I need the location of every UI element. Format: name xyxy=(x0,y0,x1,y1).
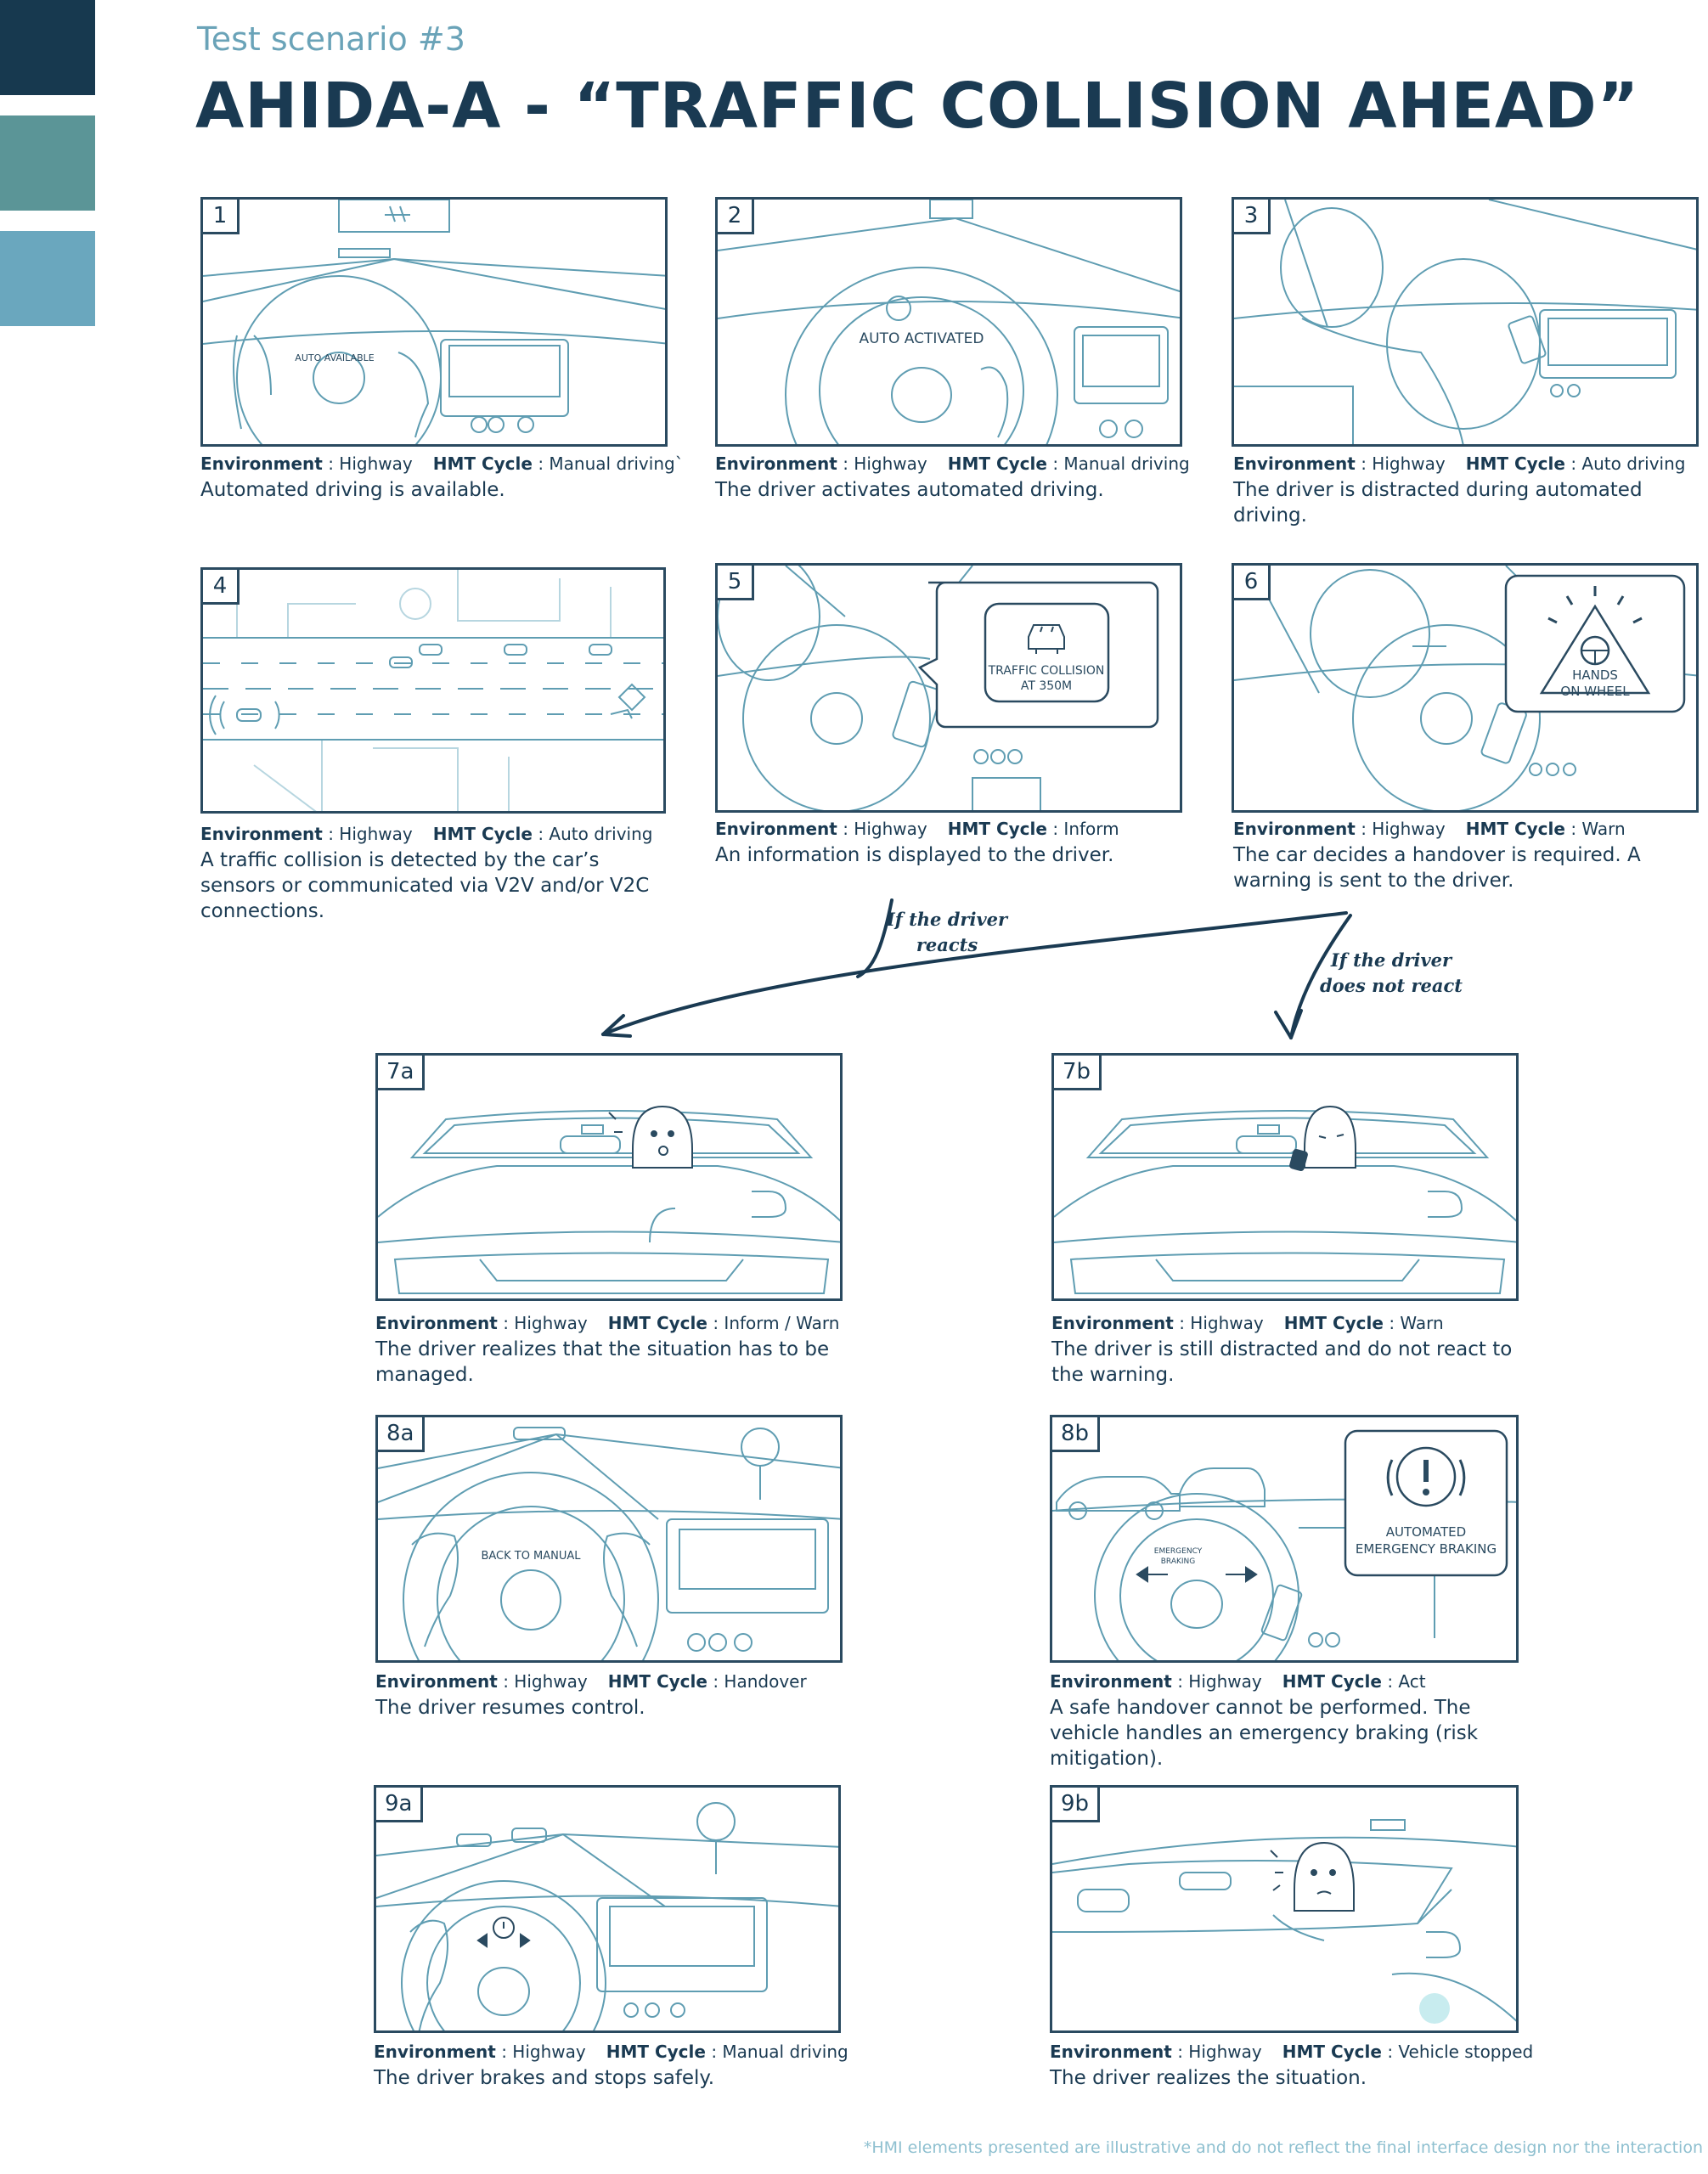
panel-1-description: Automated driving is available. xyxy=(200,479,505,501)
panel-9a-hmt-cycle: Manual driving xyxy=(722,2042,848,2062)
footnote: *HMI elements presented are illustrative and do not reflect the final interface design nor the interaction xyxy=(863,2138,1703,2157)
panel-1-meta: Environment : Highway HMT Cycle : Manual driving` xyxy=(200,453,684,474)
panel-8a-number: 8a xyxy=(375,1415,425,1452)
panel-1-hmi-text: AUTO AVAILABLE xyxy=(295,352,375,363)
hmt-cycle-label: HMT Cycle xyxy=(432,824,533,844)
panel-8a-hmt-cycle: Handover xyxy=(724,1671,807,1692)
storyboard-panel-7b xyxy=(1051,1053,1519,1301)
panel-7b-environment: Highway xyxy=(1190,1313,1264,1333)
panel-7b-illustration xyxy=(1054,1056,1519,1301)
hmt-cycle-label: HMT Cycle xyxy=(607,1313,707,1333)
panel-7a-description: The driver realizes that the situation has to be managed. xyxy=(375,1338,830,1386)
panel-9a-illustration xyxy=(376,1788,841,2033)
panel-8b-description: A safe handover cannot be performed. The vehicle handles an emergency braking (risk mitigation). xyxy=(1050,1697,1479,1770)
panel-6-hmi-text-2: ON WHEEL xyxy=(1560,684,1630,699)
panel-9a-meta: Environment : Highway HMT Cycle : Manual driving xyxy=(374,2042,848,2062)
environment-label: Environment xyxy=(1233,453,1356,474)
panel-9b-hmt-cycle: Vehicle stopped xyxy=(1398,2042,1534,2062)
panel-2-description: The driver activates automated driving. xyxy=(715,479,1104,501)
environment-label: Environment xyxy=(200,453,323,474)
panel-8b-hmi-text-small-1: EMERGENCY xyxy=(1153,1547,1203,1556)
panel-5-hmi-text-2: AT 350M xyxy=(1020,679,1073,693)
panel-9a-description: The driver brakes and stops safely. xyxy=(374,2067,715,2089)
hmt-cycle-label: HMT Cycle xyxy=(1282,2042,1382,2062)
storyboard-panel-8a xyxy=(375,1415,843,1663)
panel-7b-number: 7b xyxy=(1051,1053,1102,1090)
panel-1-number: 1 xyxy=(200,197,240,234)
panel-6-environment: Highway xyxy=(1372,819,1446,839)
hmt-cycle-label: HMT Cycle xyxy=(1282,1671,1382,1692)
environment-label: Environment xyxy=(374,2042,496,2062)
panel-3-environment: Highway xyxy=(1372,453,1446,474)
panel-9b-meta: Environment : Highway HMT Cycle : Vehicle stopped xyxy=(1050,2042,1534,2062)
hmt-cycle-label: HMT Cycle xyxy=(606,2042,706,2062)
hmt-cycle-label: HMT Cycle xyxy=(1465,819,1565,839)
panel-6-description: The car decides a handover is required. A warning is sent to the driver. xyxy=(1233,844,1641,892)
environment-label: Environment xyxy=(1050,2042,1172,2062)
environment-label: Environment xyxy=(200,824,323,844)
panel-8a-hmi-text: BACK TO MANUAL xyxy=(481,1550,581,1563)
hmt-cycle-label: HMT Cycle xyxy=(947,819,1047,839)
branch-label-not-react: If the driver does not react xyxy=(1320,949,1463,996)
panel-5-meta: Environment : Highway HMT Cycle : Inform xyxy=(715,819,1119,839)
panel-2-number: 2 xyxy=(715,197,754,234)
environment-label: Environment xyxy=(375,1671,498,1692)
panel-2-meta: Environment : Highway HMT Cycle : Manual driving xyxy=(715,453,1190,474)
panel-9b-number: 9b xyxy=(1050,1785,1100,1822)
panel-9b-description: The driver realizes the situation. xyxy=(1050,2067,1367,2089)
storyboard-panel-9b xyxy=(1050,1785,1519,2033)
panel-8b-hmi-text: AUTOMATED xyxy=(1385,1524,1467,1540)
panel-1-environment: Highway xyxy=(339,453,413,474)
storyboard-panel-9a xyxy=(374,1785,841,2033)
hmt-cycle-label: HMT Cycle xyxy=(1465,453,1565,474)
panel-3-hmt-cycle: Auto driving xyxy=(1581,453,1686,474)
panel-2-hmi-text: AUTO ACTIVATED xyxy=(859,330,984,347)
panel-3-description: The driver is distracted during automated driving. xyxy=(1233,479,1643,527)
panel-7a-number: 7a xyxy=(375,1053,425,1090)
panel-5-number: 5 xyxy=(715,563,754,600)
panel-8a-illustration xyxy=(378,1417,843,1663)
panel-4-number: 4 xyxy=(200,567,240,605)
hmt-cycle-label: HMT Cycle xyxy=(1283,1313,1384,1333)
panel-8a-description: The driver resumes control. xyxy=(375,1697,645,1719)
panel-9b-illustration xyxy=(1052,1788,1519,2033)
environment-label: Environment xyxy=(715,453,837,474)
panel-8b-hmt-cycle: Act xyxy=(1398,1671,1426,1692)
panel-7b-meta: Environment : Highway HMT Cycle : Warn xyxy=(1051,1313,1444,1333)
panel-6-hmi-text: HANDS xyxy=(1572,667,1618,683)
panel-6-hmt-cycle: Warn xyxy=(1581,819,1626,839)
panel-7a-hmt-cycle: Inform / Warn xyxy=(724,1313,840,1333)
panel-4-environment: Highway xyxy=(339,824,413,844)
panel-5-environment: Highway xyxy=(854,819,927,839)
environment-label: Environment xyxy=(375,1313,498,1333)
branch-label-reacts: If the driver reacts xyxy=(886,909,1008,955)
panel-9b-environment: Highway xyxy=(1188,2042,1262,2062)
panel-4-meta: Environment : Highway HMT Cycle : Auto driving xyxy=(200,824,653,844)
panel-6-meta: Environment : Highway HMT Cycle : Warn xyxy=(1233,819,1626,839)
panel-9a-environment: Highway xyxy=(512,2042,586,2062)
panel-2-environment: Highway xyxy=(854,453,927,474)
panel-7b-description: The driver is still distracted and do not react to the warning. xyxy=(1051,1338,1513,1386)
panel-7a-illustration xyxy=(378,1056,843,1301)
panel-8b-hmi-text-small-2: BRAKING xyxy=(1160,1557,1196,1566)
panel-9a-number: 9a xyxy=(374,1785,423,1822)
hmt-cycle-label: HMT Cycle xyxy=(607,1671,707,1692)
panel-8b-number: 8b xyxy=(1050,1415,1100,1452)
hmt-cycle-label: HMT Cycle xyxy=(947,453,1047,474)
panel-3-meta: Environment : Highway HMT Cycle : Auto driving xyxy=(1233,453,1686,474)
panel-5-hmi-text: TRAFFIC COLLISION xyxy=(988,664,1105,678)
panel-4-description: A traffic collision is detected by the car’s sensors or communicated via V2V and/or V2C connections. xyxy=(200,849,650,922)
panel-7b-hmt-cycle: Warn xyxy=(1400,1313,1444,1333)
panel-5-description: An information is displayed to the driver. xyxy=(715,844,1114,866)
environment-label: Environment xyxy=(715,819,837,839)
environment-label: Environment xyxy=(1050,1671,1172,1692)
panel-3-number: 3 xyxy=(1232,197,1271,234)
panel-2-hmt-cycle: Manual driving xyxy=(1063,453,1190,474)
panel-8b-environment: Highway xyxy=(1188,1671,1262,1692)
page-title: AHIDA-A - “TRAFFIC COLLISION AHEAD” xyxy=(195,70,1640,143)
scenario-subtitle: Test scenario #3 xyxy=(197,20,465,58)
panel-8a-meta: Environment : Highway HMT Cycle : Handover xyxy=(375,1671,807,1692)
environment-label: Environment xyxy=(1051,1313,1174,1333)
panel-7a-meta: Environment : Highway HMT Cycle : Inform / Warn xyxy=(375,1313,840,1333)
panel-8b-hmi-text-2: EMERGENCY BRAKING xyxy=(1355,1541,1497,1557)
environment-label: Environment xyxy=(1233,819,1356,839)
hmt-cycle-label: HMT Cycle xyxy=(432,453,533,474)
storyboard-panel-7a xyxy=(375,1053,843,1301)
panel-4-hmt-cycle: Auto driving xyxy=(549,824,653,844)
panel-6-number: 6 xyxy=(1232,563,1271,600)
panel-8b-meta: Environment : Highway HMT Cycle : Act xyxy=(1050,1671,1426,1692)
panel-7a-environment: Highway xyxy=(514,1313,588,1333)
panel-8b-illustration xyxy=(1052,1417,1519,1663)
panel-8a-environment: Highway xyxy=(514,1671,588,1692)
storyboard-panel-8b xyxy=(1050,1415,1519,1663)
panel-5-hmt-cycle: Inform xyxy=(1063,819,1119,839)
panel-1-hmt-cycle: Manual driving` xyxy=(549,453,684,474)
